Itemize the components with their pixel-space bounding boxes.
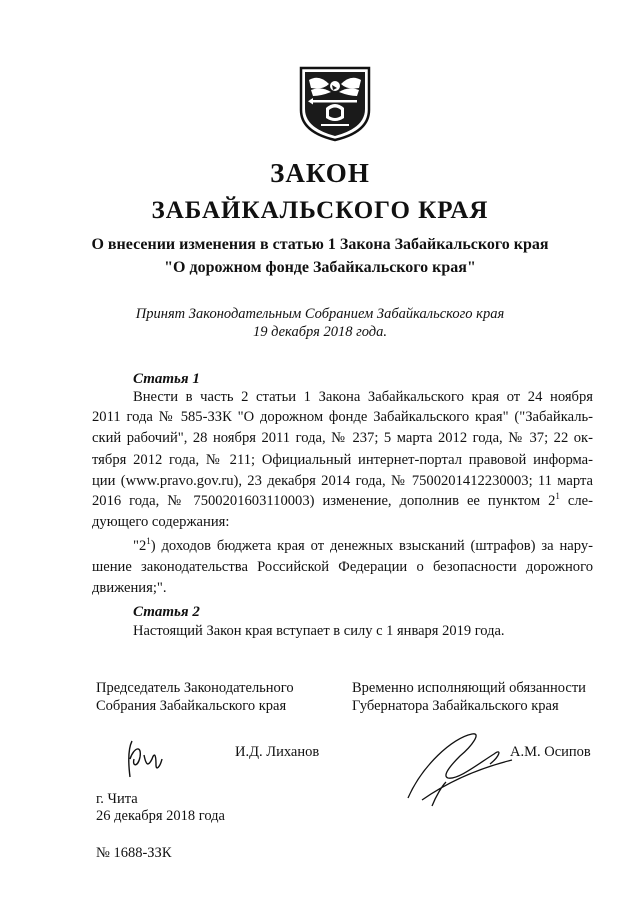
article-1-heading: Статья 1: [133, 371, 200, 387]
coat-of-arms-emblem: [299, 66, 371, 142]
article-2-text: Настоящий Закон края вступает в силу с 1 января 2019 года.: [133, 623, 505, 639]
law-number: № 1688-ЗЗК: [96, 845, 172, 861]
law-subject-line-2: "О дорожном фонде Забайкальского края": [164, 259, 476, 276]
article-1-line: ции (www.pravo.gov.ru), 23 декабря 2014 года, № 7500201412230003; 11 марта: [92, 473, 593, 489]
inserted-item-line-3: движения;".: [92, 580, 167, 596]
article-1-line: Внести в часть 2 статьи 1 Закона Забайкальского края от 24 ноября: [133, 389, 593, 405]
chairman-title-line-2: Собрания Забайкальского края: [96, 698, 287, 714]
signing-date: 26 декабря 2018 года: [96, 808, 225, 824]
article-1-line-tail: сле-: [559, 493, 593, 509]
document-type-title: ЗАКОН: [270, 158, 370, 188]
article-1-line-text: 2016 года, № 7500201603110003) изменение, дополнив ее пунктом 2: [92, 493, 556, 509]
inserted-item-prefix: "2: [133, 538, 147, 554]
city: г. Чита: [96, 791, 138, 807]
adoption-date: 19 декабря 2018 года.: [252, 324, 387, 340]
article-1-line-with-superscript: [92, 491, 593, 511]
chairman-signature: [118, 737, 166, 783]
inserted-item-line-2: шение законодательства Российской Федерации о безопасности дорожного: [92, 559, 593, 575]
article-1-line: 2011 года № 585-ЗЗК "О дорожном фонде Забайкальского края" ("Забайкаль-: [92, 409, 593, 425]
inserted-item-line-1: [133, 536, 593, 556]
governor-name: А.М. Осипов: [510, 744, 591, 760]
governor-title-line-1: Временно исполняющий обязанности: [352, 680, 586, 696]
article-1-line: ский рабочий", 28 ноября 2011 года, № 237; 5 марта 2012 года, № 37; 22 ок-: [92, 430, 593, 446]
article-1-line: тября 2012 года, № 211; Официальный интернет-портал правовой информа-: [92, 452, 593, 468]
chairman-name: И.Д. Лиханов: [235, 744, 320, 760]
article-2-heading: Статья 2: [133, 604, 200, 620]
law-subject-line-1: О внесении изменения в статью 1 Закона Забайкальского края: [91, 236, 549, 253]
superscript-one: 1: [146, 536, 151, 546]
chairman-title-line-1: Председатель Законодательного: [96, 680, 294, 696]
article-1-line: дующего содержания:: [92, 514, 230, 530]
superscript-one: 1: [555, 491, 560, 501]
region-title: ЗАБАЙКАЛЬСКОГО КРАЯ: [151, 197, 489, 224]
adoption-note-line-1: Принят Законодательным Собранием Забайкальского края: [135, 306, 505, 322]
governor-signature: [402, 726, 522, 810]
governor-title-line-2: Губернатора Забайкальского края: [352, 698, 559, 714]
inserted-item-text: ) доходов бюджета края от денежных взысканий (штрафов) за нару-: [150, 538, 593, 554]
